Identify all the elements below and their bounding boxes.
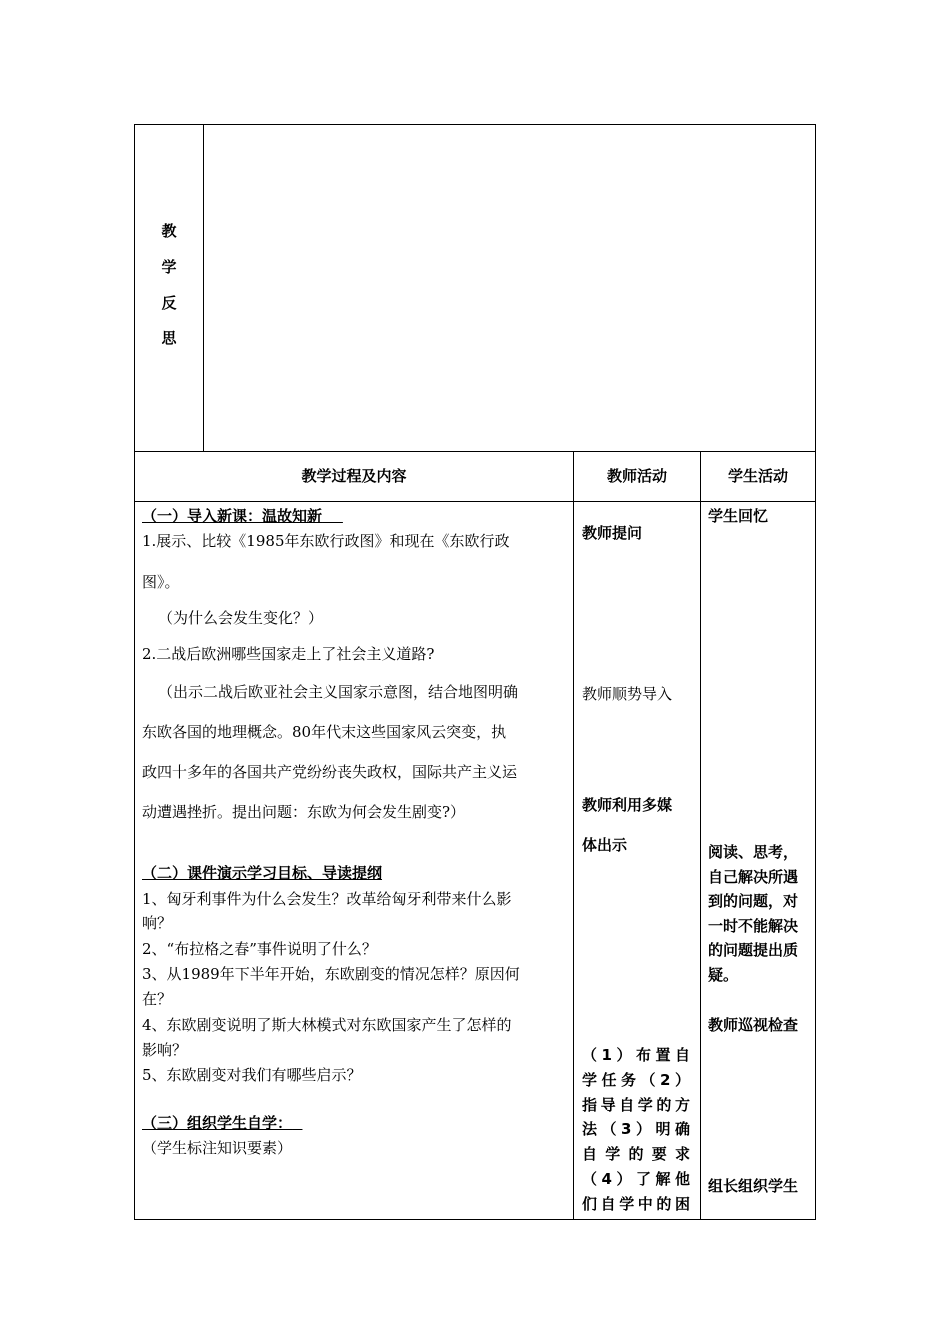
table-border-bottom (134, 1219, 816, 1220)
process-line: 5、东欧剧变对我们有哪些启示？ (142, 1066, 362, 1084)
table-border-top (134, 124, 816, 125)
teacher-activity: 法（3）明确 (582, 1120, 690, 1138)
reflection-label-char: 教 (161, 222, 177, 240)
col-divider-2 (700, 451, 701, 1220)
header-student: 学生活动 (727, 467, 788, 485)
student-activity: 自己解决所遇 (708, 868, 799, 886)
process-line: 3、从1989年下半年开始，东欧剧变的情况怎样？原因何 (142, 965, 520, 983)
process-line: 2.二战后欧洲哪些国家走上了社会主义道路? (142, 645, 435, 663)
teacher-activity: 教师利用多媒 (582, 796, 673, 814)
student-activity: 疑。 (708, 966, 739, 984)
process-line: 4、东欧剧变说明了斯大林模式对东欧国家产生了怎样的 (142, 1016, 512, 1034)
header-process: 教学过程及内容 (301, 467, 407, 485)
process-line: 2、“布拉格之春”事件说明了什么？ (142, 940, 377, 958)
table-border-left (134, 124, 135, 1220)
process-line: 响？ (142, 914, 173, 932)
teacher-activity: 自学的要求 (582, 1145, 690, 1163)
reflection-divider (203, 124, 204, 452)
teacher-activity: 教师提问 (582, 524, 643, 542)
student-activity: 一时不能解决 (708, 917, 799, 935)
reflection-label-char: 反 (161, 294, 177, 312)
student-activity: 学生回忆 (708, 507, 769, 525)
section-1-title: （一）导入新课：温故知新 (142, 507, 323, 525)
teacher-activity: （4）了解他 (582, 1170, 690, 1188)
process-line: 动遭遇挫折。提出问题：东欧为何会发生剧变?） (142, 803, 466, 821)
reflection-label-char: 学 (161, 258, 177, 276)
student-activity: 教师巡视检查 (708, 1016, 799, 1034)
row-divider-2 (134, 501, 816, 502)
student-activity: 的问题提出质 (708, 941, 799, 959)
process-line: 政四十多年的各国共产党纷纷丧失政权，国际共产主义运 (142, 763, 518, 781)
student-activity: 组长组织学生 (708, 1177, 799, 1195)
student-activity: 到的问题，对 (708, 892, 799, 910)
process-line: （为什么会发生变化？） (158, 609, 324, 627)
process-line: 图》。 (142, 573, 180, 591)
teacher-activity: 指导自学的方 (582, 1096, 690, 1114)
process-line: （学生标注知识要素） (142, 1139, 293, 1157)
teacher-activity: 教师顺势导入 (582, 685, 673, 703)
row-divider-1 (134, 451, 816, 452)
section-3-title: （三）组织学生自学： (142, 1114, 293, 1132)
teacher-activity: （1）布置自 (582, 1046, 690, 1064)
reflection-label-char: 思 (161, 329, 177, 347)
process-line: 东欧各国的地理概念。80年代末这些国家风云突变，执 (142, 723, 507, 741)
table-border-right (815, 124, 816, 1220)
header-teacher: 教师活动 (606, 467, 667, 485)
student-activity: 阅读、思考， (708, 843, 799, 861)
teacher-activity: 体出示 (582, 836, 628, 854)
process-line: 在？ (142, 990, 173, 1008)
section-2-title: （二）课件演示学习目标、导读提纲 (142, 864, 383, 882)
col-divider-1 (573, 451, 574, 1220)
process-line: 影响？ (142, 1041, 188, 1059)
process-line: 1.展示、比较《1985年东欧行政图》和现在《东欧行政 (142, 532, 510, 550)
teacher-activity: 学任务（2） (582, 1071, 690, 1089)
process-line: 1、匈牙利事件为什么会发生？改革给匈牙利带来什么影 (142, 890, 512, 908)
process-line: （出示二战后欧亚社会主义国家示意图，结合地图明确 (158, 683, 519, 701)
teacher-activity: 们自学中的困 (582, 1195, 690, 1213)
